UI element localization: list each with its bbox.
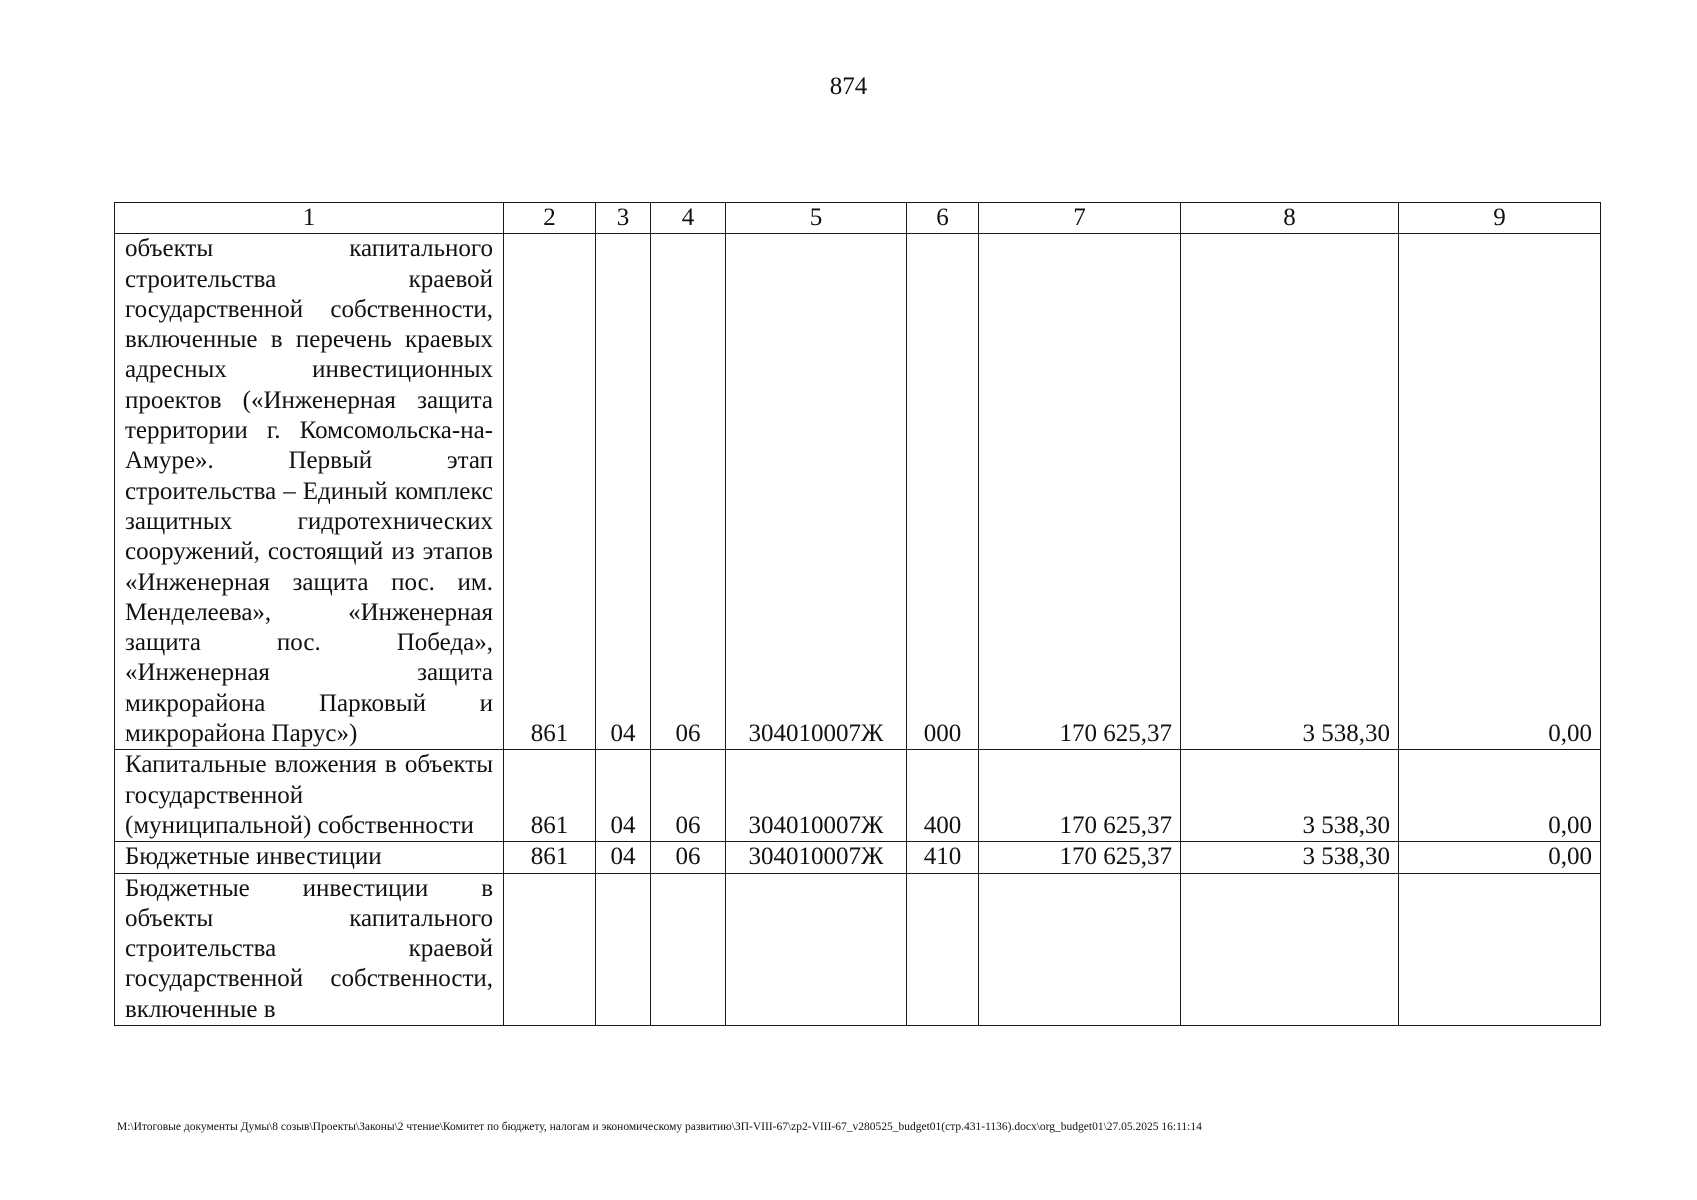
- target-article-cell: 304010007Ж: [726, 842, 907, 873]
- row-name-cell: Капитальные вложения в объекты государственной (муниципальной) собственности: [115, 750, 504, 842]
- target-article-cell: 304010007Ж: [726, 234, 907, 750]
- target-article-cell: 304010007Ж: [726, 750, 907, 842]
- section-code-cell: 04: [596, 234, 651, 750]
- header-cell-6: 6: [907, 203, 979, 234]
- header-cell-5: 5: [726, 203, 907, 234]
- header-cell-9: 9: [1399, 203, 1601, 234]
- table-header-row: [115, 203, 1601, 234]
- amount-cell: 170 625,37: [979, 842, 1181, 873]
- expense-type-cell: 000: [907, 234, 979, 750]
- ministry-code-cell: 861: [504, 842, 596, 873]
- row-name-cell: Бюджетные инвестиции: [115, 842, 504, 873]
- page-number: 874: [829, 73, 868, 100]
- budget-table: [114, 202, 1601, 1026]
- ministry-code-cell: [504, 873, 596, 1025]
- header-cell-1: 1: [115, 203, 504, 234]
- table-row: [115, 842, 1601, 873]
- row-name-cell: объекты капитального строительства краевой государственной собственности, включенные в перечень краевых адресных инвестиционных проектов («Инженерная защита территории г. Комсомольска-на-Амуре». Первый этап строительства – Единый комплекс защитных гидротехнических сооружений, состоящий из этапов «Инженерная защита пос. им. Менделеева», «Инженерная защита пос. Победа», «Инженерная защита микрорайона Парковый и микрорайона Парус»): [115, 234, 504, 750]
- ministry-code-cell: 861: [504, 750, 596, 842]
- amount-cell: 170 625,37: [979, 750, 1181, 842]
- amount-cell: 0,00: [1399, 750, 1601, 842]
- expense-type-cell: 410: [907, 842, 979, 873]
- table-row: [115, 873, 1601, 1025]
- amount-cell: 0,00: [1399, 842, 1601, 873]
- amount-cell: [1181, 873, 1399, 1025]
- table-row: [115, 234, 1601, 750]
- document-path-footer: M:\Итоговые документы Думы\8 созыв\Проекты\Законы\2 чтение\Комитет по бюджету, налогам и экономическому развитию\ЗП-VIII-67\zp2-VIII-67_v280525_budget01(стр.431-1136).docx\org_budget01\27.05.2025 16:11:14: [117, 1121, 1202, 1133]
- header-cell-2: 2: [504, 203, 596, 234]
- expense-type-cell: 400: [907, 750, 979, 842]
- ministry-code-cell: 861: [504, 234, 596, 750]
- amount-cell: 170 625,37: [979, 234, 1181, 750]
- section-code-cell: [596, 873, 651, 1025]
- table-row: [115, 750, 1601, 842]
- section-code-cell: 04: [596, 842, 651, 873]
- amount-cell: 3 538,30: [1181, 842, 1399, 873]
- expense-type-cell: [907, 873, 979, 1025]
- subsection-code-cell: 06: [651, 750, 726, 842]
- amount-cell: [1399, 873, 1601, 1025]
- section-code-cell: 04: [596, 750, 651, 842]
- subsection-code-cell: [651, 873, 726, 1025]
- subsection-code-cell: 06: [651, 842, 726, 873]
- amount-cell: 3 538,30: [1181, 750, 1399, 842]
- row-name-cell: Бюджетные инвестиции в объекты капитального строительства краевой государственной собственности, включенные в: [115, 873, 504, 1025]
- amount-cell: 3 538,30: [1181, 234, 1399, 750]
- header-cell-8: 8: [1181, 203, 1399, 234]
- amount-cell: 0,00: [1399, 234, 1601, 750]
- amount-cell: [979, 873, 1181, 1025]
- header-cell-7: 7: [979, 203, 1181, 234]
- target-article-cell: [726, 873, 907, 1025]
- header-cell-3: 3: [596, 203, 651, 234]
- subsection-code-cell: 06: [651, 234, 726, 750]
- header-cell-4: 4: [651, 203, 726, 234]
